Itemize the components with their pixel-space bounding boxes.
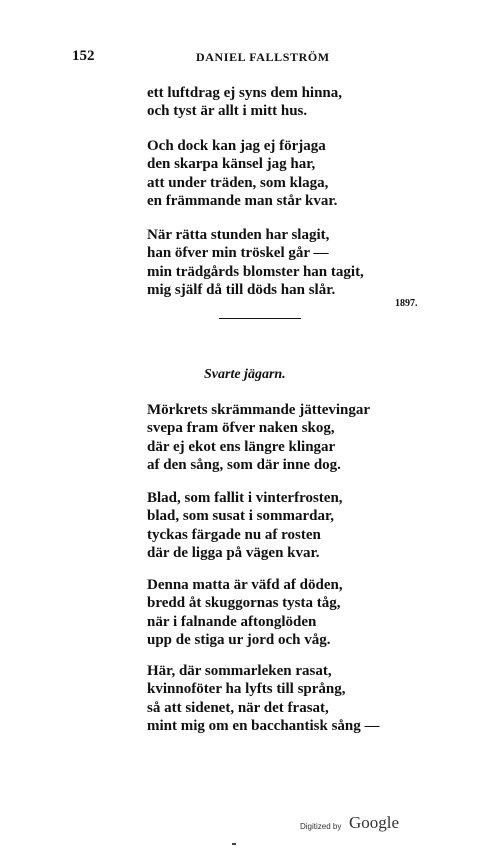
verse-line: där ej ekot ens längre klingar xyxy=(147,438,336,455)
verse-line: min trädgårds blomster han tagit, xyxy=(147,263,364,280)
poem-title: Svarte jägarn. xyxy=(204,367,286,382)
verse-line: Här, där sommarleken rasat, xyxy=(147,663,332,679)
verse-line: att under träden, som klaga, xyxy=(147,174,329,191)
verse-line: mig själf då till döds han slår. xyxy=(147,281,336,298)
verse-line: där de ligga på vägen kvar. xyxy=(147,544,320,561)
verse-line: han öfver min tröskel går — xyxy=(147,245,329,262)
running-head: DANIEL FALLSTRÖM xyxy=(196,50,330,64)
section-divider xyxy=(219,318,301,319)
verse-line: Och dock kan jag ej förjaga xyxy=(147,138,326,154)
verse-line: och tyst är allt i mitt hus. xyxy=(147,103,308,120)
verse-line: Denna matta är väfd af döden, xyxy=(147,577,343,593)
verse-line: När rätta stunden har slagit, xyxy=(147,227,330,243)
verse-line: ett luftdrag ej syns dem hinna, xyxy=(147,85,343,101)
verse-line: blad, som susat i sommardar, xyxy=(147,508,334,525)
verse-line: när i falnande aftonglöden xyxy=(147,613,317,630)
digitized-by-label: Digitized by xyxy=(300,822,342,831)
stanza xyxy=(147,401,370,474)
stanza xyxy=(147,137,337,210)
verse-line: mint mig om en bacchantisk sång — xyxy=(147,717,380,734)
print-speck xyxy=(232,843,236,845)
stanza xyxy=(147,489,343,562)
verse-line: svepa fram öfver naken skog, xyxy=(147,420,335,437)
google-logo: Google xyxy=(349,813,400,832)
page-number: 152 xyxy=(72,48,95,64)
verse-line: upp de stiga ur jord och våg. xyxy=(147,631,331,648)
stanza xyxy=(147,84,342,121)
verse-line: tyckas färgade nu af rosten xyxy=(147,526,321,543)
stanza xyxy=(147,576,343,649)
verse-line: den skarpa känsel jag har, xyxy=(147,156,316,173)
poem-year: 1897. xyxy=(395,298,418,309)
verse-line: Mörkrets skrämmande jättevingar xyxy=(147,402,371,418)
verse-line: kvinnoföter ha lyfts till språng, xyxy=(147,681,346,698)
verse-line: så att sidenet, när det frasat, xyxy=(147,699,329,716)
verse-line: bredd åt skuggornas tysta tåg, xyxy=(147,595,341,612)
verse-line: Blad, som fallit i vinterfrosten, xyxy=(147,490,343,506)
verse-line: af den sång, som där inne dog. xyxy=(147,456,341,473)
stanza xyxy=(147,662,380,735)
verse-line: en främmande man står kvar. xyxy=(147,192,338,209)
stanza xyxy=(147,226,364,299)
